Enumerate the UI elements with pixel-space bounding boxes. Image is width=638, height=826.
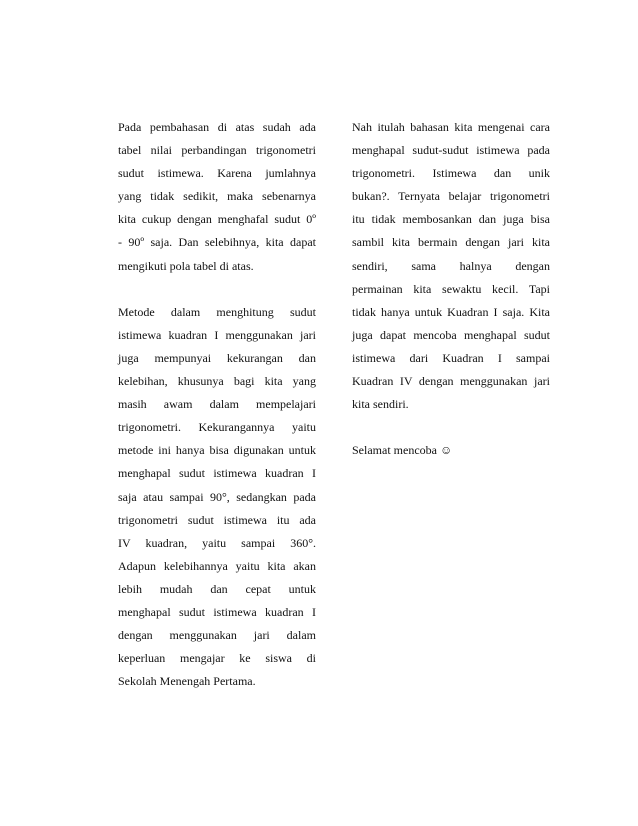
text-line: menghapal sudut istimewa kuadran I [118, 604, 316, 619]
text-line: dengan menggunakan jari dalam [118, 628, 316, 643]
text-line: trigonometri. Kekurangannya yaitu [118, 420, 316, 435]
text-line: - 90º saja. Dan selebihnya, kita dapat [118, 235, 316, 250]
text-line: Kuadran IV dengan menggunakan jari [352, 374, 550, 389]
text-line: Adapun kelebihannya yaitu kita akan [118, 558, 316, 573]
text-line: juga mempunyai kekurangan dan [118, 350, 316, 365]
text-line: tidak hanya untuk Kuadran I saja. Kita [352, 304, 550, 319]
text-line: menghapal sudut istimewa kuadran I [118, 466, 316, 481]
text-line: tabel nilai perbandingan trigonometri [118, 143, 316, 158]
text-line: sendiri, sama halnya dengan [352, 258, 550, 273]
text-line: Metode dalam menghitung sudut [118, 304, 316, 319]
text-line: kita cukup dengan menghafal sudut 0º [118, 212, 316, 227]
text-line: trigonometri. Istimewa dan unik [352, 166, 550, 181]
text-line: keperluan mengajar ke siswa di [118, 651, 316, 666]
smiley-icon: ☺ [439, 443, 453, 458]
text-line: Sekolah Menengah Pertama. [118, 674, 256, 689]
text-line: permainan kita sewaktu kecil. Tapi [352, 281, 550, 296]
left-column [118, 116, 316, 693]
text-line: trigonometri sudut istimewa itu ada [118, 512, 316, 527]
text-line: masih awam dalam mempelajari [118, 397, 316, 412]
text-line: bukan?. Ternyata belajar trigonometri [352, 189, 550, 204]
left-paragraph-2 [118, 301, 316, 694]
left-paragraph-1 [118, 116, 316, 278]
paragraph-gap [352, 416, 550, 439]
text-line: saja atau sampai 90°, sedangkan pada [118, 489, 316, 504]
text-line: metode ini hanya bisa digunakan untuk [118, 443, 316, 458]
right-closing [352, 439, 550, 462]
text-line: menghapal sudut-sudut istimewa pada [352, 143, 550, 158]
text-line: kita sendiri. [352, 397, 409, 412]
text-line: Pada pembahasan di atas sudah ada [118, 120, 316, 134]
right-column [352, 116, 550, 462]
text-line: yang tidak sedikit, maka sebenarnya [118, 189, 316, 204]
text-line: itu tidak membosankan dan juga bisa [352, 212, 550, 227]
text-line: Nah itulah bahasan kita mengenai cara [352, 120, 550, 134]
text-line: lebih mudah dan cepat untuk [118, 581, 316, 596]
closing-line [352, 439, 550, 462]
closing-text: Selamat mencoba [352, 443, 437, 458]
text-line: sambil kita bermain dengan jari kita [352, 235, 550, 250]
right-paragraph-1 [352, 116, 550, 416]
text-line: istimewa dari Kuadran I sampai [352, 350, 550, 365]
text-line: kelebihan, khusunya bagi kita yang [118, 374, 316, 389]
text-line: juga dapat mencoba menghapal sudut [352, 327, 550, 342]
text-line: istimewa kuadran I menggunakan jari [118, 327, 316, 342]
text-line: mengikuti pola tabel di atas. [118, 258, 254, 273]
paragraph-gap [118, 278, 316, 301]
text-line: sudut istimewa. Karena jumlahnya [118, 166, 316, 181]
text-line: IV kuadran, yaitu sampai 360°. [118, 535, 316, 550]
